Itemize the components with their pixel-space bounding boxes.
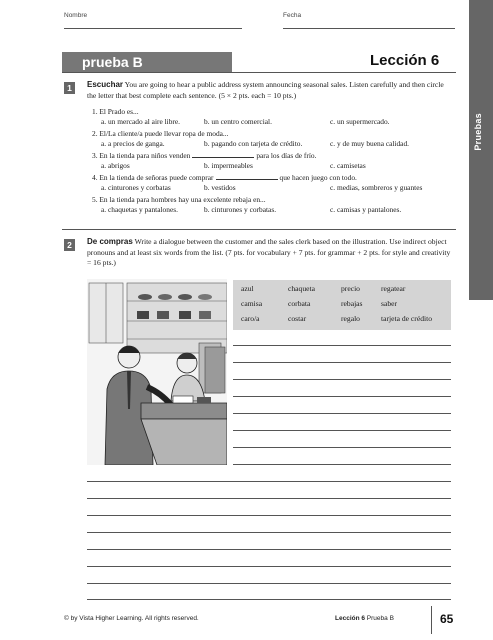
section-2-instructions [87, 237, 453, 269]
question-4-stem-before: 4. En la tienda de señoras puede comprar [92, 173, 214, 182]
question-3-stem-after: para los días de frío. [256, 151, 317, 160]
copyright-notice: © by Vista Higher Learning. All rights reserved. [64, 615, 199, 622]
word-bank-item: chaqueta [288, 284, 315, 293]
date-label: Fecha [283, 12, 302, 19]
word-bank-item: camisa [241, 299, 263, 308]
question-2-stem: 2. El/La cliente/a puede llevar ropa de moda... [92, 129, 229, 138]
question-4-blank [216, 174, 278, 180]
writing-line[interactable] [87, 583, 451, 584]
word-bank-item: precio [341, 284, 360, 293]
writing-line[interactable] [87, 599, 451, 600]
store-illustration [87, 279, 227, 465]
writing-line[interactable] [233, 345, 451, 346]
word-bank-item: azul [241, 284, 254, 293]
writing-line[interactable] [233, 413, 451, 414]
section-1-number: 1 [64, 82, 75, 94]
word-bank-item: caro/a [241, 314, 260, 323]
section-1-instructions [87, 80, 453, 101]
question-5-stem: 5. En la tienda para hombres hay una excelente rebaja en... [92, 195, 266, 204]
question-3-option-a[interactable]: a. abrigos [101, 161, 130, 170]
section-2-heading: De compras [87, 237, 133, 246]
section-1-heading: Escuchar [87, 80, 124, 89]
question-4-option-c[interactable]: c. medias, sombreros y guantes [330, 183, 423, 192]
word-bank-item: costar [288, 314, 307, 323]
question-5-option-a[interactable]: a. chaquetas y pantalones. [101, 205, 178, 214]
question-1-option-b[interactable]: b. un centro comercial. [204, 117, 272, 126]
name-label: Nombre [64, 12, 88, 19]
question-3-option-b[interactable]: b. impermeables [204, 161, 253, 170]
question-3-stem [92, 151, 316, 160]
section-divider [62, 229, 456, 230]
question-3-blank [192, 152, 254, 158]
question-1-option-c[interactable]: c. un supermercado. [330, 117, 390, 126]
word-bank-item: saber [381, 299, 398, 308]
section-2-number: 2 [64, 239, 75, 251]
writing-line[interactable] [233, 379, 451, 380]
word-bank-item: regatear [381, 284, 406, 293]
writing-line[interactable] [233, 430, 451, 431]
name-line [64, 28, 242, 29]
footer-lesson [335, 615, 394, 622]
question-4-option-a[interactable]: a. cinturones y corbatas [101, 183, 171, 192]
word-bank-item: tarjeta de crédito [381, 314, 433, 323]
writing-line[interactable] [87, 566, 451, 567]
writing-line[interactable] [87, 498, 451, 499]
quiz-title-bar [62, 52, 232, 72]
section-2-text: Write a dialogue between the customer and the sales clerk based on the illustration. Use indirect object pronouns and at least six words from the list. (7 pts. for vocabulary + 7 pts. for grammar + 2 pts. for style and creativity = 16 pts.) [87, 237, 451, 267]
word-bank-item: rebajas [341, 299, 363, 308]
word-bank [233, 280, 451, 330]
question-2-option-b[interactable]: b. pagando con tarjeta de crédito. [204, 139, 303, 148]
question-3-stem-before: 3. En la tienda para niños venden [92, 151, 191, 160]
writing-line[interactable] [233, 396, 451, 397]
quiz-title: prueba B [82, 54, 143, 70]
question-2-option-a[interactable]: a. a precios de ganga. [101, 139, 165, 148]
question-3-option-c[interactable]: c. camisetas [330, 161, 366, 170]
title-rule [62, 72, 456, 73]
writing-line[interactable] [87, 481, 451, 482]
question-2-option-c[interactable]: c. y de muy buena calidad. [330, 139, 410, 148]
footer-lesson-name: Lección 6 [335, 615, 365, 622]
footer-divider [431, 606, 432, 634]
writing-line[interactable] [233, 362, 451, 363]
side-tab-label: Pruebas [473, 113, 483, 151]
question-1-stem: 1. El Prado es... [92, 107, 139, 116]
word-bank-item: regalo [341, 314, 360, 323]
lesson-title: Lección 6 [370, 52, 440, 69]
question-4-option-b[interactable]: b. vestidos [204, 183, 236, 192]
word-bank-item: corbata [288, 299, 311, 308]
writing-line[interactable] [233, 447, 451, 448]
page-number: 65 [440, 612, 454, 626]
question-4-stem-after: que hacen juego con todo. [279, 173, 357, 182]
writing-line[interactable] [87, 532, 451, 533]
writing-line[interactable] [233, 464, 451, 465]
question-5-option-b[interactable]: b. cinturones y corbatas. [204, 205, 277, 214]
writing-line[interactable] [87, 549, 451, 550]
question-5-option-c[interactable]: c. camisas y pantalones. [330, 205, 402, 214]
question-1-option-a[interactable]: a. un mercado al aire libre. [101, 117, 180, 126]
side-tab [469, 0, 493, 300]
section-1-text: You are going to hear a public address system announcing seasonal sales. Listen carefully and then circle the letter that best complete each sentence. (5 × 2 pts. each = 10 pts.) [87, 80, 444, 100]
question-4-stem [92, 173, 357, 182]
date-line [283, 28, 455, 29]
footer-quiz-name: Prueba B [366, 615, 394, 622]
writing-line[interactable] [87, 515, 451, 516]
